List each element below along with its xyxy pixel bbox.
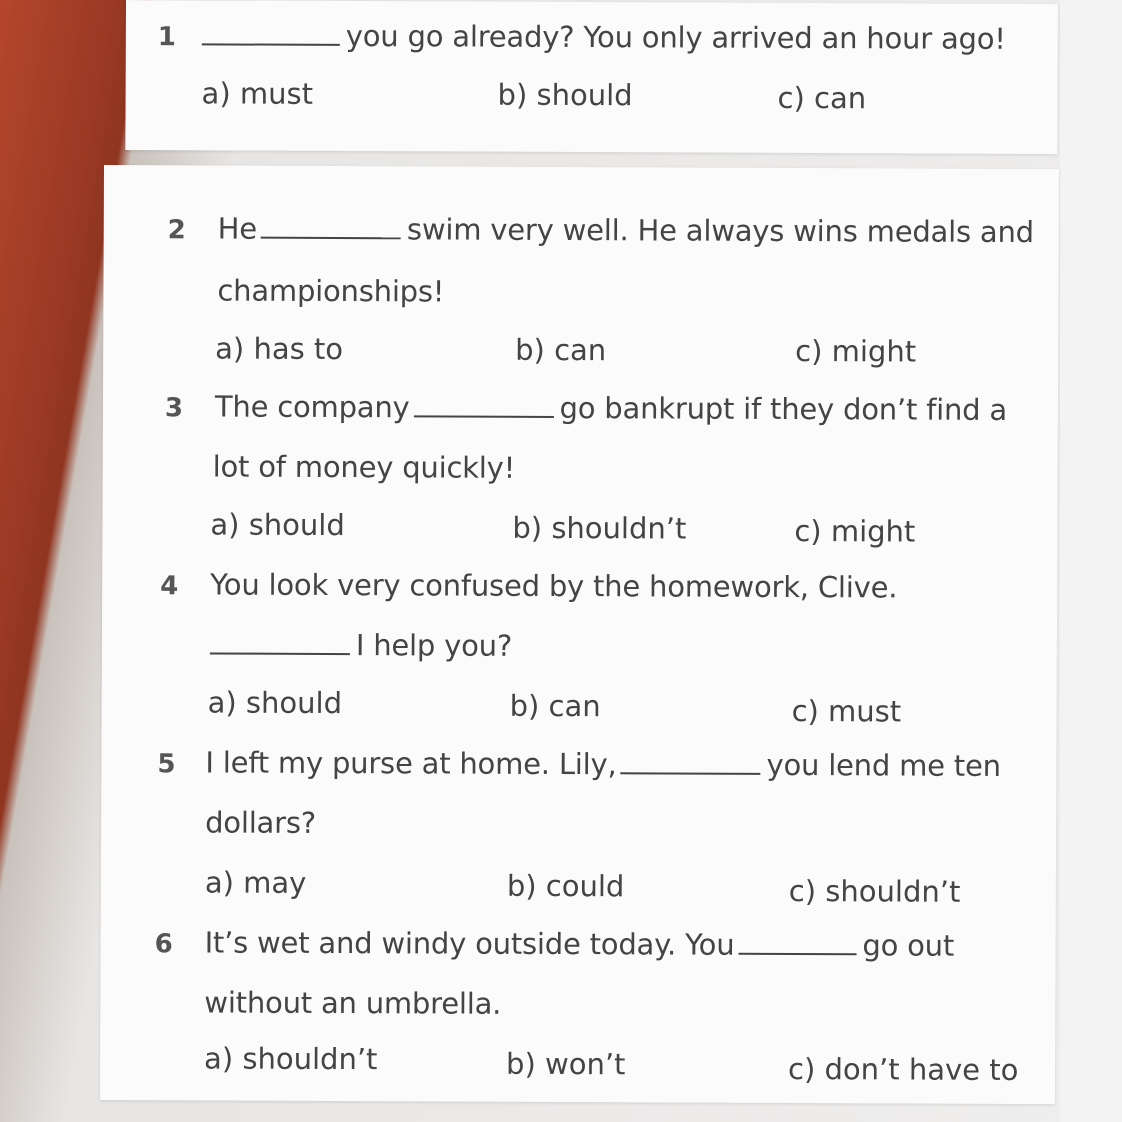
question-2-text-before: He bbox=[217, 211, 258, 246]
question-1-option-c[interactable]: c) can bbox=[777, 80, 867, 116]
question-5-option-b[interactable]: b) could bbox=[506, 868, 625, 904]
worksheet-strip-top bbox=[125, 0, 1058, 154]
question-6-text bbox=[205, 925, 955, 962]
question-1-number: 1 bbox=[157, 22, 176, 53]
question-5-text-before: I left my purse at home. Lily, bbox=[205, 745, 617, 782]
question-3-option-c[interactable]: c) might bbox=[794, 514, 916, 549]
question-2-continuation: championships! bbox=[217, 273, 445, 309]
question-5-option-a[interactable]: a) may bbox=[204, 865, 307, 900]
question-5-text bbox=[205, 745, 1001, 782]
question-3-text-before: The company bbox=[214, 389, 410, 425]
question-6-text-after: go out bbox=[862, 928, 955, 963]
question-4-option-c[interactable]: c) must bbox=[791, 694, 902, 729]
question-4-blank[interactable] bbox=[210, 628, 350, 655]
background-paper-edge bbox=[1060, 0, 1122, 1122]
question-6-continuation: without an umbrella. bbox=[204, 985, 502, 1021]
question-2-option-b[interactable]: b) can bbox=[515, 332, 607, 368]
question-2-option-c[interactable]: c) might bbox=[795, 334, 917, 369]
question-4-text-after: I help you? bbox=[355, 628, 513, 663]
question-6-option-a[interactable]: a) shouldn’t bbox=[204, 1041, 378, 1077]
question-1-text-after: you go already? You only arrived an hour ago! bbox=[345, 18, 1006, 56]
question-6-option-c[interactable]: c) don’t have to bbox=[787, 1051, 1019, 1087]
question-2-text-after: swim very well. He always wins medals and bbox=[406, 212, 1034, 250]
question-2-text bbox=[218, 211, 1034, 249]
question-6-option-b[interactable]: b) won’t bbox=[506, 1046, 626, 1082]
question-5-continuation: dollars? bbox=[205, 805, 317, 840]
question-5-text-after: you lend me ten bbox=[766, 747, 1001, 783]
question-3-text bbox=[215, 389, 1007, 426]
question-5-option-c[interactable]: c) shouldn’t bbox=[788, 873, 961, 909]
question-4-number: 4 bbox=[160, 571, 179, 602]
question-1-option-b[interactable]: b) should bbox=[497, 77, 633, 113]
question-1-option-a[interactable]: a) must bbox=[201, 76, 314, 111]
question-6-blank[interactable] bbox=[738, 929, 856, 956]
question-3-number: 3 bbox=[164, 393, 184, 424]
question-4-line-2 bbox=[210, 627, 512, 662]
question-5-number: 5 bbox=[157, 749, 176, 780]
question-2-option-a[interactable]: a) has to bbox=[215, 331, 344, 367]
question-2-blank[interactable] bbox=[261, 213, 401, 240]
question-3-text-after: go bankrupt if they don’t find a bbox=[559, 390, 1008, 427]
question-2-number: 2 bbox=[167, 215, 186, 246]
question-3-option-b[interactable]: b) shouldn’t bbox=[512, 510, 687, 546]
question-4-text: You look very confused by the homework, Clive. bbox=[210, 567, 898, 605]
question-6-number: 6 bbox=[154, 929, 173, 960]
question-4-option-b[interactable]: b) can bbox=[509, 688, 601, 724]
question-1-text bbox=[202, 18, 1006, 56]
question-4-option-a[interactable]: a) should bbox=[207, 685, 343, 721]
question-3-option-a[interactable]: a) should bbox=[210, 507, 345, 543]
question-3-blank[interactable] bbox=[414, 391, 554, 418]
question-5-blank[interactable] bbox=[620, 748, 760, 775]
question-1-blank[interactable] bbox=[202, 19, 340, 46]
question-3-continuation: lot of money quickly! bbox=[212, 449, 516, 485]
worksheet-sheet-main bbox=[100, 165, 1059, 1104]
question-6-text-before: It’s wet and windy outside today. You bbox=[204, 925, 735, 962]
